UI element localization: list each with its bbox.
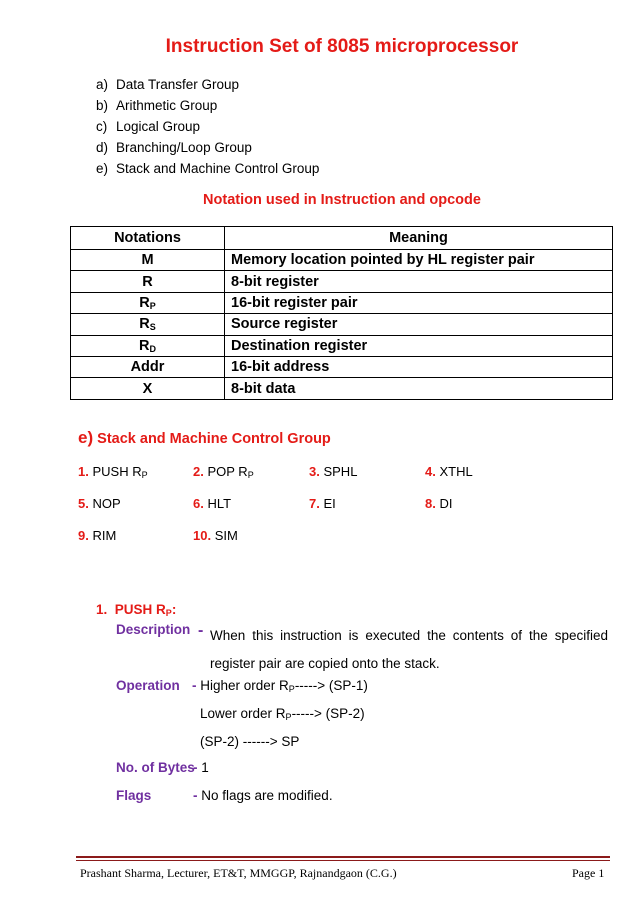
description-text: When this instruction is executed the contents of the specified register pair are copied onto the stack. — [210, 628, 608, 671]
table-header: Notations — [71, 227, 225, 250]
footer-divider — [76, 856, 610, 858]
operation-label: Operation — [116, 678, 180, 693]
group-text: Logical Group — [116, 119, 201, 134]
group-letter: a) — [96, 77, 109, 92]
instruction-item: 9. RIM — [78, 528, 117, 543]
instruction-item: 3. SPHL — [309, 464, 358, 479]
flags-value: - No flags are modified. — [193, 788, 333, 803]
footer-author: Prashant Sharma, Lecturer, ET&T, MMGGP, Rajnandgaon (C.G.) — [80, 866, 397, 880]
description-dash: - — [198, 622, 204, 639]
instruction-item: 2. POP $R_P$ — [193, 464, 254, 480]
notation-cell: $R_D$ — [71, 335, 225, 356]
bytes-label: No. of Bytes — [116, 760, 195, 775]
table-row — [71, 314, 613, 335]
page-number: Page 1 — [572, 866, 605, 880]
bytes-value: - 1 — [193, 760, 209, 775]
group-item — [96, 137, 319, 158]
notation-cell: X — [71, 378, 225, 399]
instruction-item: 7. EI — [309, 496, 336, 511]
table-row — [71, 250, 613, 271]
instruction-detail-heading: 1. PUSH $R_P$: — [96, 602, 177, 618]
meaning-cell: 8-bit register — [225, 271, 613, 292]
description-label: Description — [116, 622, 191, 637]
notation-cell: Addr — [71, 356, 225, 377]
group-text: Arithmetic Group — [116, 98, 218, 113]
table-row — [71, 292, 613, 313]
operation-line: Lower order $R_P-----> (SP-2)$ — [200, 706, 365, 722]
meaning-cell: 16-bit address — [225, 356, 613, 377]
notation-cell: $R_P$ — [71, 292, 225, 313]
notation-cell: $R_S$ — [71, 314, 225, 335]
group-list — [96, 74, 319, 179]
table-header-row — [71, 227, 613, 250]
group-item — [96, 158, 319, 179]
meaning-cell: Memory location pointed by HL register pair — [225, 250, 613, 271]
group-letter: e) — [96, 161, 109, 176]
section-heading: e) Stack and Machine Control Group — [78, 428, 331, 447]
instruction-item: 4. XTHL — [425, 464, 473, 479]
instruction-item: 6. HLT — [193, 496, 232, 511]
table-row — [71, 378, 613, 399]
table-row — [71, 356, 613, 377]
group-text: Data Transfer Group — [116, 77, 240, 92]
group-letter: c) — [96, 119, 108, 134]
group-item — [96, 74, 319, 95]
group-text: Stack and Machine Control Group — [116, 161, 320, 176]
notation-cell: R — [71, 271, 225, 292]
table-row — [71, 335, 613, 356]
operation-line: (SP-2) ------> SP — [200, 734, 300, 749]
table-row — [71, 271, 613, 292]
meaning-cell: 16-bit register pair — [225, 292, 613, 313]
meaning-cell: 8-bit data — [225, 378, 613, 399]
instruction-item: 5. NOP — [78, 496, 121, 511]
instruction-item: 8. DI — [425, 496, 453, 511]
page-title: Instruction Set of 8085 microprocessor — [165, 36, 519, 57]
instruction-item: 1. PUSH $R_P$ — [78, 464, 148, 480]
group-item — [96, 95, 319, 116]
flags-label: Flags — [116, 788, 152, 803]
group-text: Branching/Loop Group — [116, 140, 252, 155]
notation-cell: M — [71, 250, 225, 271]
group-item — [96, 116, 319, 137]
table-header: Meaning — [225, 227, 613, 250]
operation-line: - Higher order $R_P-----> (SP-1)$ — [192, 678, 368, 694]
group-letter: d) — [96, 140, 109, 155]
footer-divider — [76, 860, 610, 861]
instruction-item: 10. SIM — [193, 528, 238, 543]
notation-title: Notation used in Instruction and opcode — [203, 192, 481, 208]
meaning-cell: Destination register — [225, 335, 613, 356]
notation-table — [70, 226, 613, 400]
group-letter: b) — [96, 98, 109, 113]
meaning-cell: Source register — [225, 314, 613, 335]
